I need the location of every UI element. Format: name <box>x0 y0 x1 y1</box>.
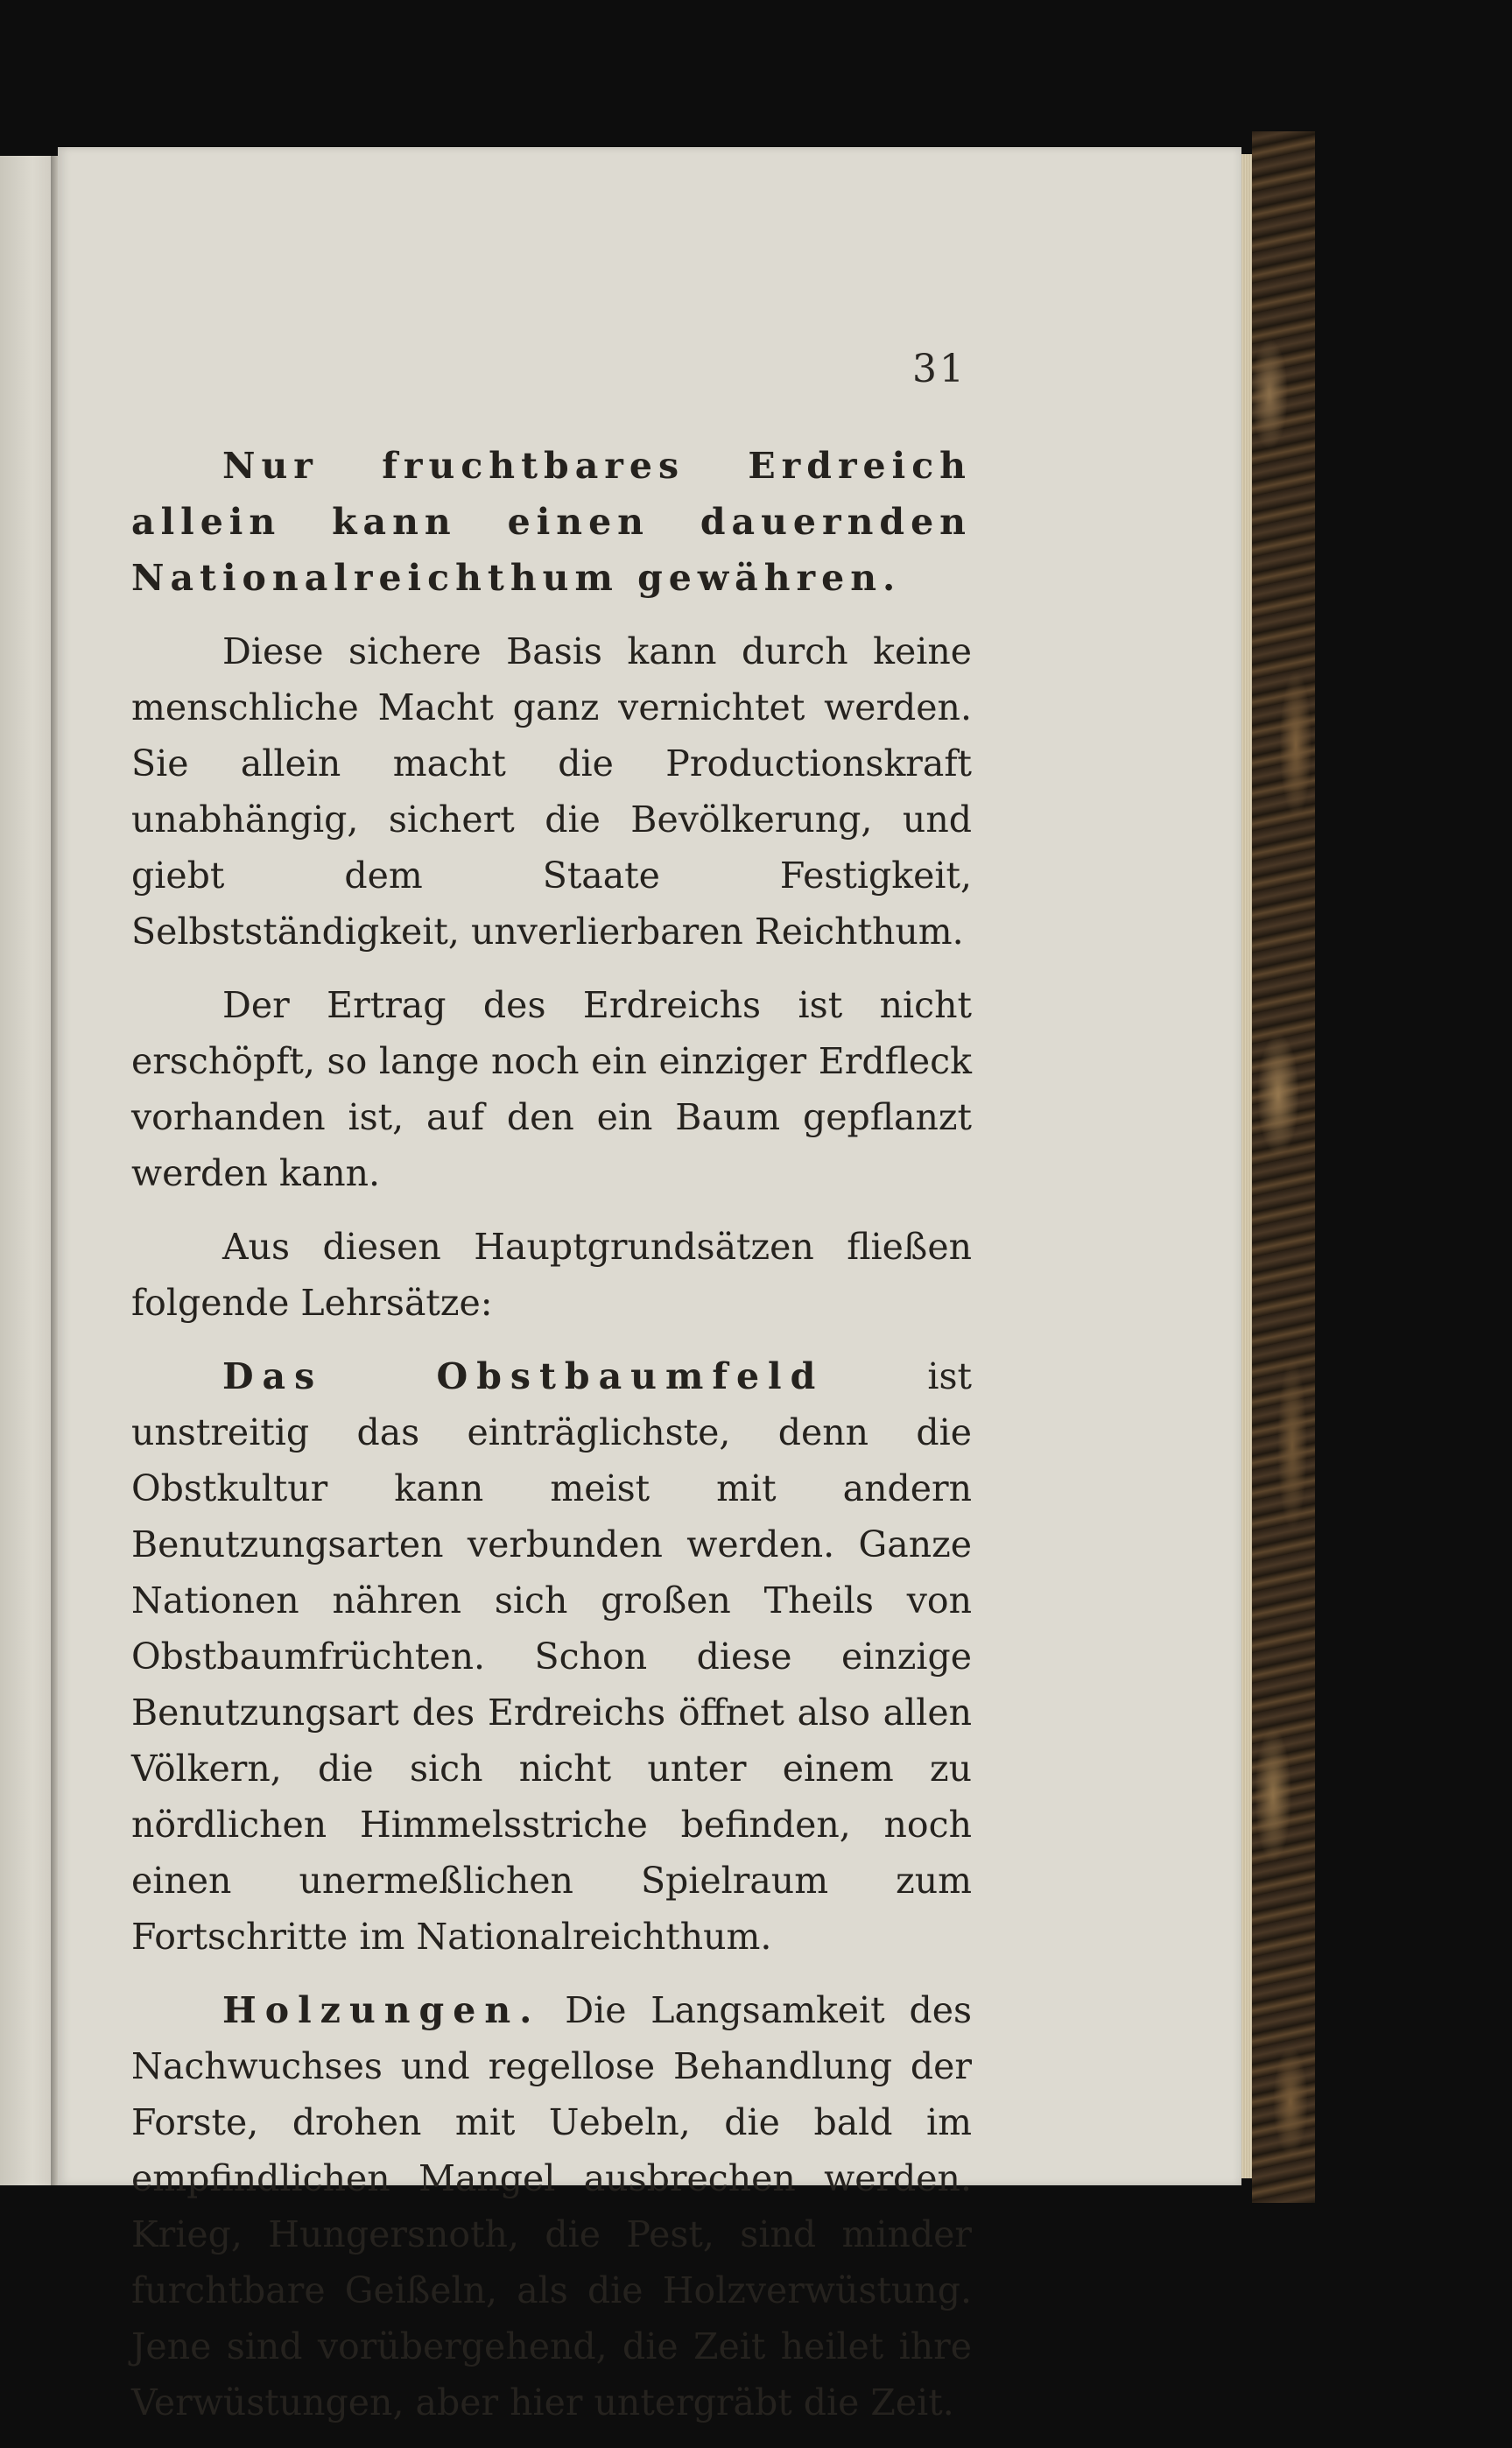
paragraph-4: Aus diesen Hauptgrundsätzen fließen folgende Lehrsätze: <box>131 1226 972 1324</box>
paragraph-5-heading: Das Obstbaumfeld <box>222 1355 825 1397</box>
paragraph-2: Diese sichere Basis kann durch keine menschliche Macht ganz vernichtet werden. Sie allein macht die Productionskraft unabhängig, sichert die Bevölkerung, und giebt dem Staate Festigkeit, Selbstständigkeit, unverlierbaren Reichthum. <box>131 630 972 953</box>
page-text <box>131 438 972 2448</box>
page-number: 31 <box>912 347 967 391</box>
paragraph-3: Der Ertrag des Erdreichs ist nicht erschöpft, so lange noch ein einziger Erdfleck vorhanden ist, auf den ein Baum gepflanzt werden kann. <box>131 984 972 1194</box>
left-page-edge <box>0 156 54 2185</box>
paragraph-1: Nur fruchtbares Erdreich allein kann einen dauernden Nationalreichthum gewähren. <box>131 445 972 599</box>
paragraph-5-body: ist unstreitig das einträglichste, denn die Obstkultur kann meist mit andern Benutzungsarten verbunden werden. Ganze Nationen nähren sich großen Theils von Obstbaumfrüchten. Schon diese einzige Benutzungsart des Erdreichs öffnet also allen Völkern, die sich nicht unter einem zu nördlichen Himmelsstriche befinden, noch einen unermeßlichen Spielraum zum Fortschritte im Nationalreichthum. <box>131 1355 972 1958</box>
paragraph-6 <box>131 1982 972 2430</box>
paragraph-6-body: Die Langsamkeit des Nachwuchses und regellose Behandlung der Forste, drohen mit Uebeln, die bald im empfindlichen Mangel ausbrechen werden. Krieg, Hungersnoth, die Pest, sind minder furchtbare Geißeln, als die Holzverwüstung. Jene sind vorübergehend, die Zeit heilet ihre Verwüstungen, aber hier untergräbt die Zeit. <box>131 1989 972 2423</box>
paragraph-6-heading: Holzungen. <box>222 1989 541 2031</box>
paragraph-5 <box>131 1348 972 1965</box>
marbled-cover-board <box>1252 131 1315 2203</box>
